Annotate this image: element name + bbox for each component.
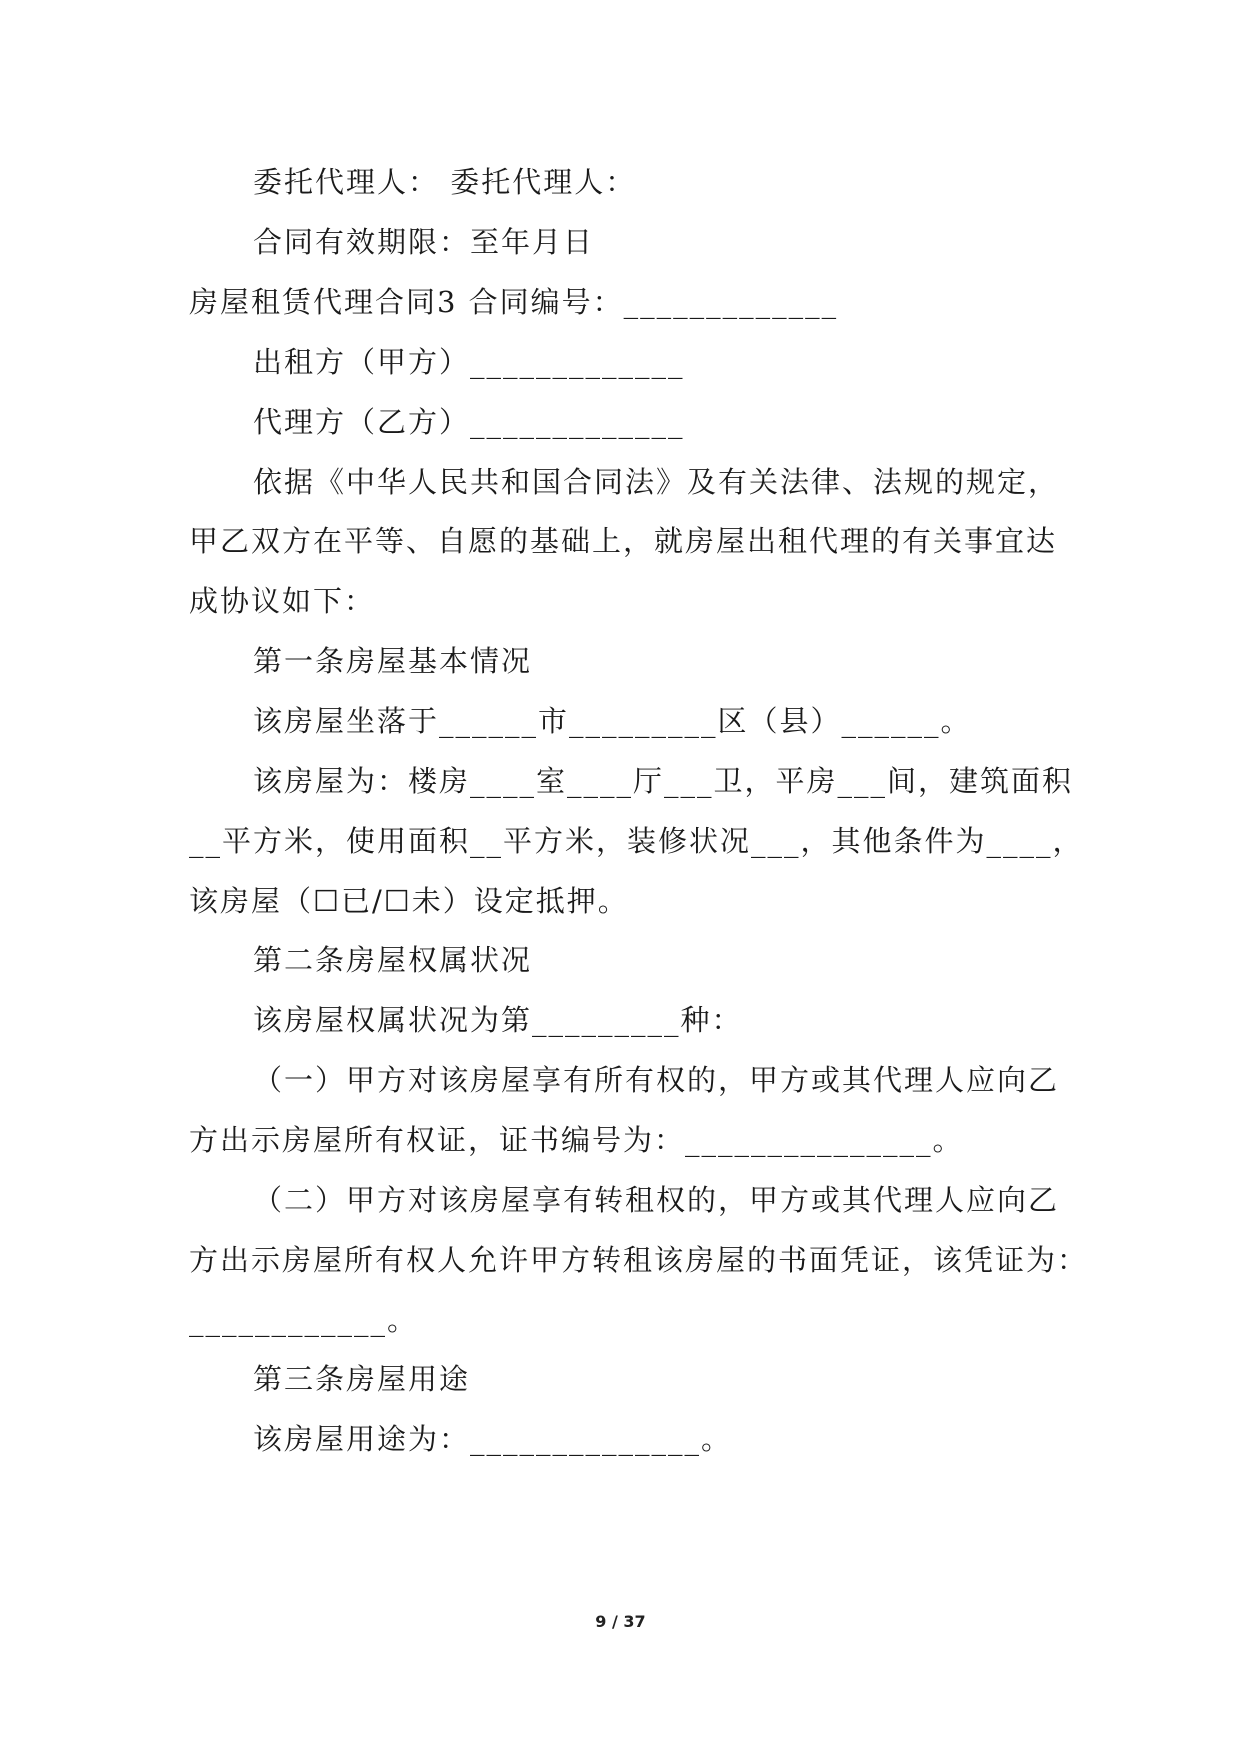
article-3-usage: 该房屋用途为：______________。 (253, 1422, 733, 1456)
article-1-heading: 第一条房屋基本情况 (253, 644, 533, 678)
article-2-item-2-line-3: ____________。 (189, 1303, 419, 1337)
paragraph-basis-line-1: 依据《中华人民共和国合同法》及有关法律、法规的规定， (253, 465, 1060, 499)
text-line-lessor: 出租方（甲方）_____________ (253, 345, 685, 379)
page-number: 9 / 37 (595, 1612, 646, 1631)
article-1-layout-line-1: 该房屋为：楼房____室____厅___卫，平房___间，建筑面积 (253, 764, 1074, 798)
paragraph-basis-line-2: 甲乙双方在平等、自愿的基础上，就房屋出租代理的有关事宜达 (189, 524, 1058, 558)
article-2-item-1-line-1: （一）甲方对该房屋享有所有权的，甲方或其代理人应向乙 (253, 1063, 1060, 1097)
article-2-item-1-line-2: 方出示房屋所有权证，证书编号为：_______________。 (189, 1123, 964, 1157)
article-1-layout-line-2: __平方米，使用面积__平方米，装修状况___，其他条件为____， (189, 824, 1084, 858)
text-line-validity: 合同有效期限：至年月日 (253, 225, 595, 259)
text-line-agent-party: 代理方（乙方）_____________ (253, 405, 685, 439)
contract-title-line: 房屋租赁代理合同3 合同编号：_____________ (189, 285, 839, 319)
article-1-mortgage: 该房屋（☐已/☐未）设定抵押。 (189, 884, 629, 918)
text-line-agent: 委托代理人： 委托代理人： (253, 165, 637, 199)
article-1-location: 该房屋坐落于______市_________区（县）______。 (253, 704, 972, 738)
paragraph-basis-line-3: 成协议如下： (189, 584, 376, 618)
article-2-heading: 第二条房屋权属状况 (253, 943, 533, 977)
article-2-status: 该房屋权属状况为第_________种： (253, 1003, 743, 1037)
article-3-heading: 第三条房屋用途 (253, 1362, 471, 1396)
article-2-item-2-line-2: 方出示房屋所有权人允许甲方转租该房屋的书面凭证，该凭证为： (189, 1243, 1089, 1277)
article-2-item-2-line-1: （二）甲方对该房屋享有转租权的，甲方或其代理人应向乙 (253, 1183, 1060, 1217)
